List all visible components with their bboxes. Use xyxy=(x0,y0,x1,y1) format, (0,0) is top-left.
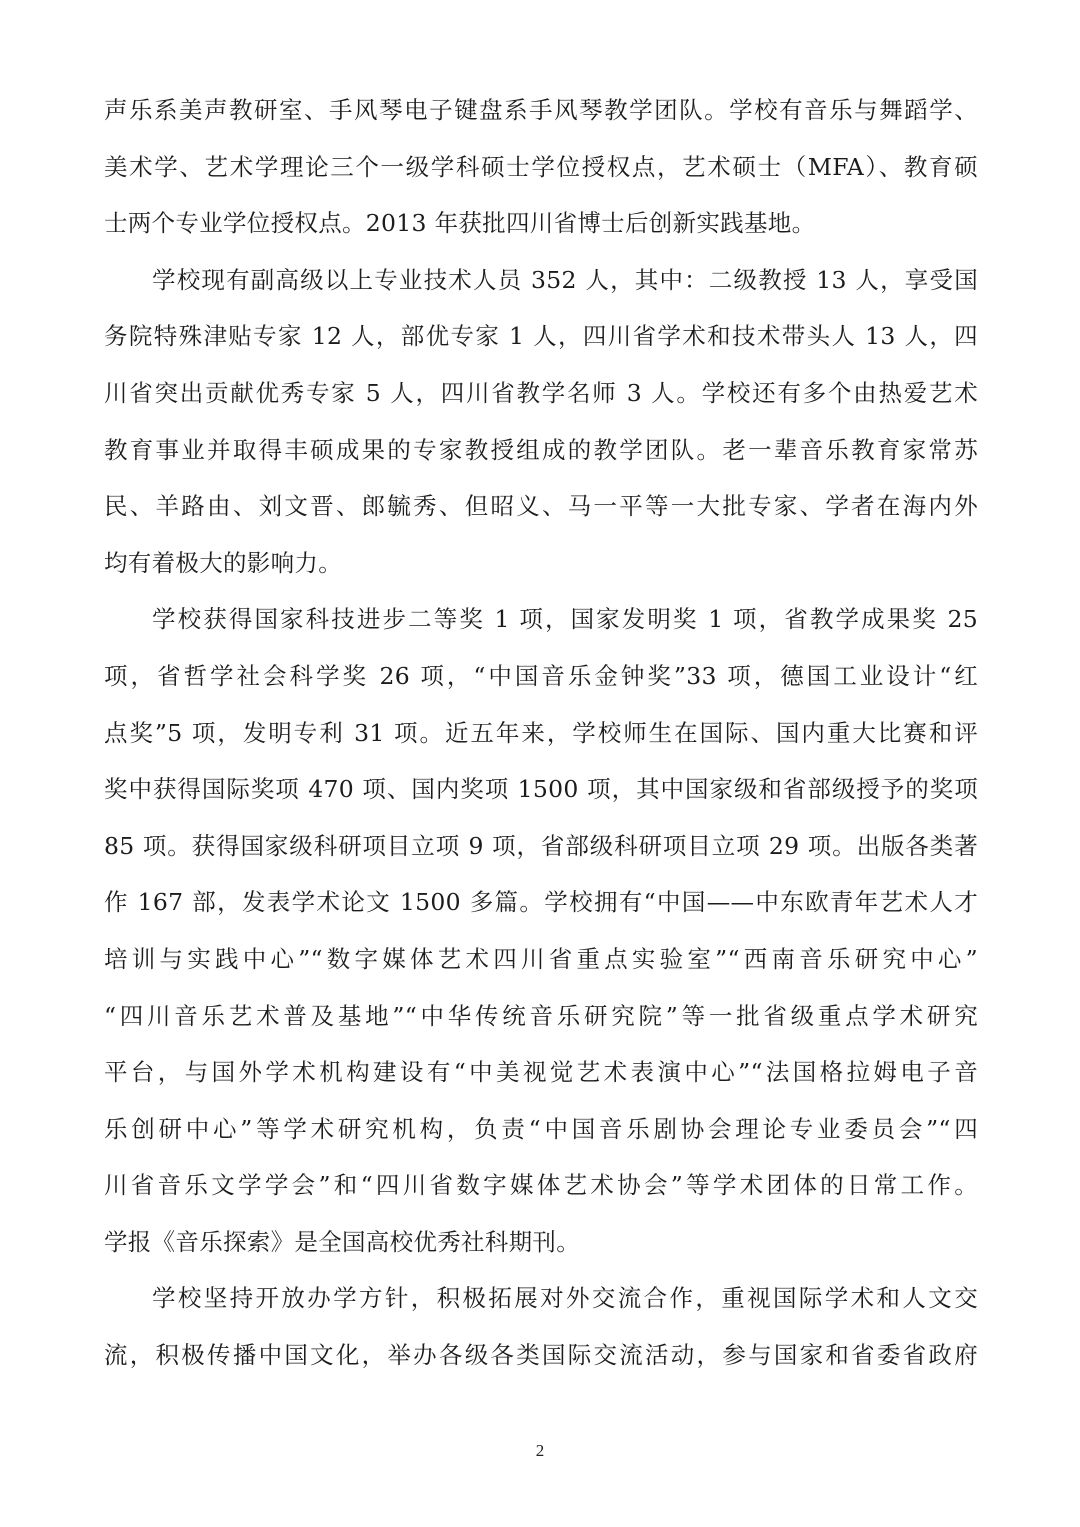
text-line: 项，省哲学社会科学奖 26 项，“中国音乐金钟奖”33 项，德国工业设计“红 xyxy=(104,661,978,690)
page-number: 2 xyxy=(535,1441,545,1460)
text-line: “四川音乐艺术普及基地”“中华传统音乐研究院”等一批省级重点学术研究 xyxy=(104,1001,978,1030)
text-line: 奖中获得国际奖项 470 项、国内奖项 1500 项，其中国家级和省部级授予的奖项 xyxy=(104,775,978,804)
text-line: 点奖”5 项，发明专利 31 项。近五年来，学校师生在国际、国内重大比赛和评 xyxy=(104,718,978,747)
text-line: 民、羊路由、刘文晋、郎毓秀、但昭义、马一平等一大批专家、学者在海内外 xyxy=(104,492,978,521)
text-line: 学报《音乐探索》是全国高校优秀社科期刊。 xyxy=(104,1227,580,1256)
text-line: 学校坚持开放办学方针，积极拓展对外交流合作，重视国际学术和人文交 xyxy=(152,1284,978,1313)
text-line: 学校获得国家科技进步二等奖 1 项，国家发明奖 1 项，省教学成果奖 25 xyxy=(152,605,978,634)
text-line: 作 167 部，发表学术论文 1500 多篇。学校拥有“中国——中东欧青年艺术人才 xyxy=(104,888,978,917)
text-line: 学校现有副高级以上专业技术人员 352 人，其中：二级教授 13 人，享受国 xyxy=(152,265,978,294)
text-line: 声乐系美声教研室、手风琴电子键盘系手风琴教学团队。学校有音乐与舞蹈学、 xyxy=(104,96,978,124)
text-line: 教育事业并取得丰硕成果的专家教授组成的教学团队。老一辈音乐教育家常苏 xyxy=(104,435,978,464)
text-line: 培训与实践中心”“数字媒体艺术四川省重点实验室”“西南音乐研究中心” xyxy=(104,944,978,973)
text-line: 平台，与国外学术机构建设有“中美视觉艺术表演中心”“法国格拉姆电子音 xyxy=(104,1058,978,1087)
text-line: 川省音乐文学学会”和“四川省数字媒体艺术协会”等学术团体的日常工作。 xyxy=(104,1171,978,1200)
text-line: 美术学、艺术学理论三个一级学科硕士学位授权点，艺术硕士（MFA）、教育硕 xyxy=(104,152,978,181)
text-line: 务院特殊津贴专家 12 人，部优专家 1 人，四川省学术和技术带头人 13 人，四 xyxy=(104,322,978,351)
text-line: 乐创研中心”等学术研究机构，负责“中国音乐剧协会理论专业委员会”“四 xyxy=(104,1114,978,1143)
body-text xyxy=(104,82,978,1384)
text-line: 士两个专业学位授权点。2013 年获批四川省博士后创新实践基地。 xyxy=(104,209,816,238)
text-line: 85 项。获得国家级科研项目立项 9 项，省部级科研项目立项 29 项。出版各类著 xyxy=(104,831,978,860)
text-line: 流，积极传播中国文化，举办各级各类国际交流活动，参与国家和省委省政府 xyxy=(104,1341,978,1370)
text-line: 均有着极大的影响力。 xyxy=(104,548,342,577)
text-line: 川省突出贡献优秀专家 5 人，四川省教学名师 3 人。学校还有多个由热爱艺术 xyxy=(104,378,978,407)
